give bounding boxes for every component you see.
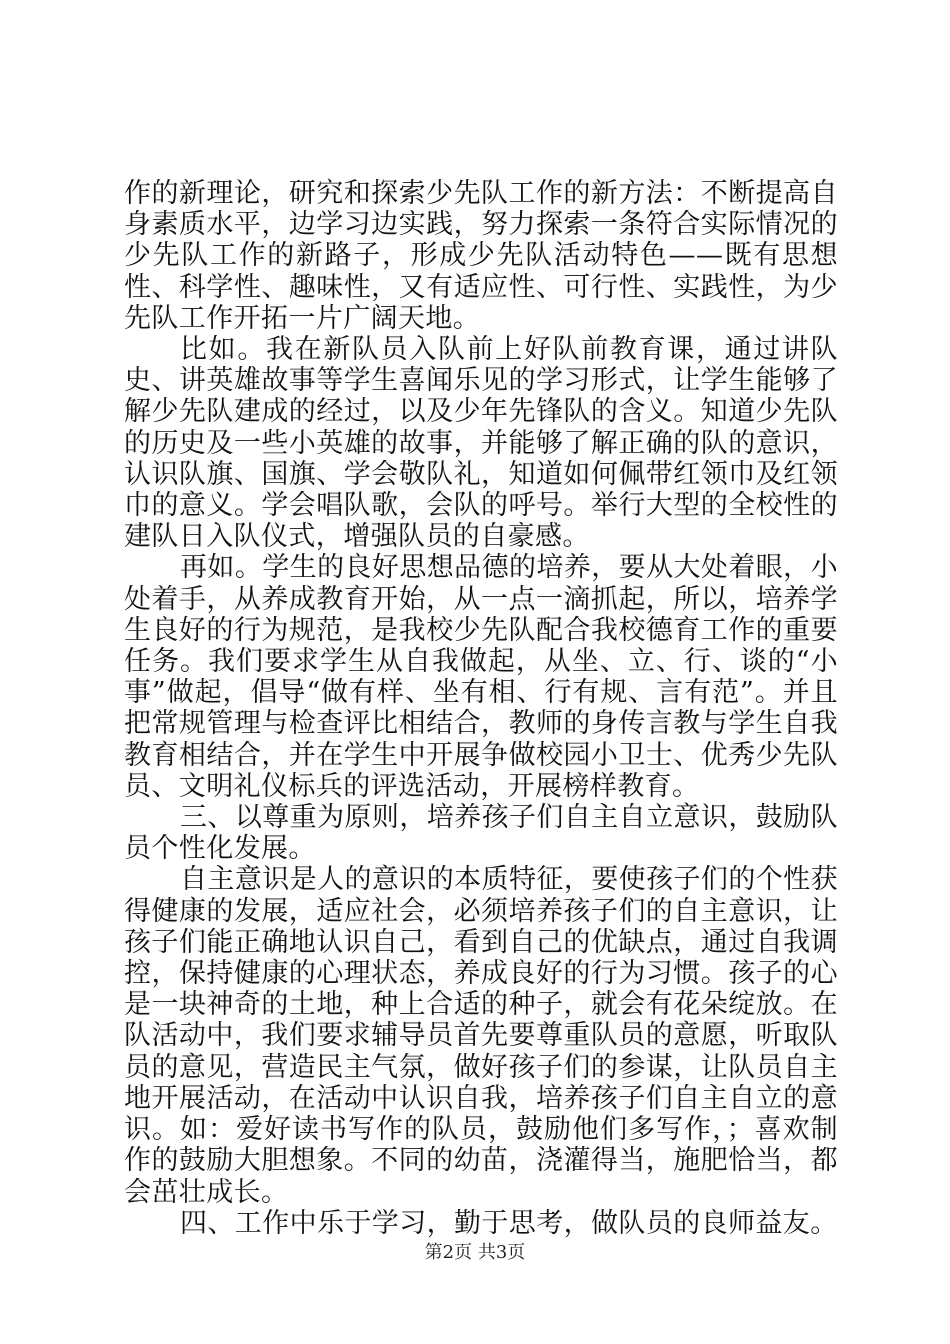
document-body [124, 178, 838, 1239]
section-heading-three: 三、以尊重为原则，培养孩子们自主自立意识，鼓励队员个性化发展。 [124, 802, 838, 865]
paragraph-example-one: 比如。我在新队员入队前上好队前教育课，通过讲队史、讲英雄故事等学生喜闻乐见的学习形式，让学生能够了解少先队建成的经过，以及少年先锋队的含义。知道少先队的历史及一些小英雄的故事，并能够了解正确的队的意识，认识队旗、国旗、学会敬队礼，知道如何佩带红领巾及红领巾的意义。学会唱队歌，会队的呼号。举行大型的全校性的建队日入队仪式，增强队员的自豪感。 [124, 334, 838, 553]
paragraph-continuation: 作的新理论，研究和探索少先队工作的新方法：不断提高自身素质水平，边学习边实践，努力探索一条符合实际情况的少先队工作的新路子，形成少先队活动特色——既有思想性、科学性、趣味性，又有适应性、可行性、实践性，为少先队工作开拓一片广阔天地。 [124, 178, 838, 334]
paragraph-example-two: 再如。学生的良好思想品德的培养，要从大处着眼，小处着手，从养成教育开始，从一点一滴抓起，所以，培养学生良好的行为规范，是我校少先队配合我校德育工作的重要任务。我们要求学生从自我做起，从坐、立、行、谈的“小事”做起，倡导“做有样、坐有相、行有规、言有范”。并且把常规管理与检查评比相结合，教师的身传言教与学生自我教育相结合，并在学生中开展争做校园小卫士、优秀少先队员、文明礼仪标兵的评选活动，开展榜样教育。 [124, 552, 838, 802]
page-footer: 第2页 共3页 [424, 1242, 526, 1263]
paragraph-autonomy: 自主意识是人的意识的本质特征，要使孩子们的个性获得健康的发展，适应社会，必须培养孩子们的自主意识，让孩子们能正确地认识自己，看到自己的优缺点，通过自我调控，保持健康的心理状态，养成良好的行为习惯。孩子的心是一块神奇的土地，种上合适的种子，就会有花朵绽放。在队活动中，我们要求辅导员首先要尊重队员的意愿，听取队员的意见，营造民主气氛，做好孩子们的参谋，让队员自主地开展活动，在活动中认识自我，培养孩子们自主自立的意识。如：爱好读书写作的队员，鼓励他们多写作，；喜欢制作的鼓励大胆想象。不同的幼苗，浇灌得当，施肥恰当，都会茁壮成长。 [124, 864, 838, 1208]
section-heading-four: 四、工作中乐于学习，勤于思考，做队员的良师益友。 [180, 1207, 838, 1239]
